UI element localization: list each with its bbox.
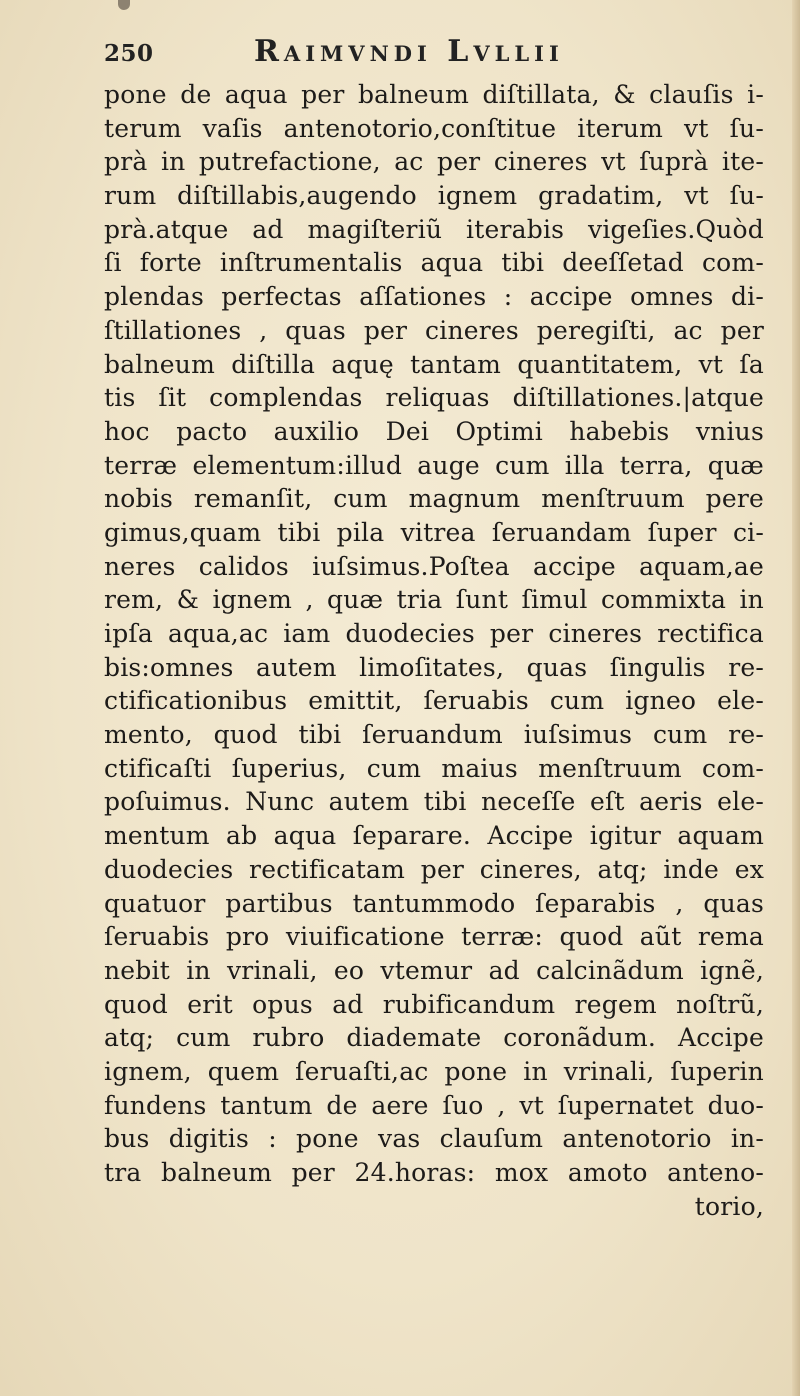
- body-text: [104, 78, 764, 1223]
- text-line: nobis remanſit, cum magnum menſtruum pere: [104, 484, 764, 514]
- text-line: hoc pacto auxilio Dei Optimi habebis vnius: [104, 416, 764, 446]
- ink-mark: [118, 0, 130, 10]
- text-line: ſeruabis pro viuificatione terræ: quod aũt rema: [104, 922, 764, 952]
- running-head: Raimvndi Lvllii: [254, 34, 564, 69]
- text-line: atq; cum rubro diademate coronãdum. Accipe: [104, 1023, 764, 1053]
- text-line: nebit in vrinali, eo vtemur ad calcinãdum ignẽ,: [104, 955, 764, 985]
- text-line: rum diſtillabis,augendo ignem gradatim, vt ſu-: [104, 181, 764, 211]
- text-line: neres calidos iuſsimus.Poſtea accipe aquam,ae: [104, 551, 764, 581]
- text-line: rem, & ignem , quæ tria ſunt ſimul commixta in: [104, 585, 764, 615]
- text-line: bis:omnes autem limoſitates, quas ſingulis re-: [104, 652, 764, 682]
- text-line: balneum diſtilla aquę tantam quantitatem, vt ſa: [104, 349, 764, 379]
- text-line: prà.atque ad magiſteriũ iterabis vigeſies.Quòd: [104, 214, 764, 244]
- text-line: ignem, quem ſeruaſti,ac pone in vrinali, ſuperin: [104, 1056, 764, 1086]
- text-line: gimus,quam tibi pila vitrea ſeruandam ſuper ci-: [104, 517, 764, 547]
- text-line: ctificaſti ſuperius, cum maius menſtruum com-: [104, 753, 764, 783]
- text-line: prà in putrefactione, ac per cineres vt ſuprà ite-: [104, 147, 764, 177]
- text-line: ſi forte inſtrumentalis aqua tibi deeſſetad com-: [104, 248, 764, 278]
- page-number: 250: [104, 40, 154, 67]
- text-line: poſuimus. Nunc autem tibi neceſſe eſt aeris ele-: [104, 787, 764, 817]
- text-line: mentum ab aqua ſeparare. Accipe igitur aquam: [104, 821, 764, 851]
- text-line: terum vaſis antenotorio,conſtitue iterum vt ſu-: [104, 113, 764, 143]
- text-line: pone de aqua per balneum diſtillata, & clauſis i-: [104, 80, 764, 109]
- text-line: mento, quod tibi ſeruandum iuſsimus cum re-: [104, 720, 764, 750]
- page-header: [104, 34, 664, 78]
- page-edge: [792, 0, 800, 1396]
- text-line: bus digitis : pone vas clauſum antenotorio in-: [104, 1124, 764, 1154]
- text-line: terræ elementum:illud auge cum illa terra, quæ: [104, 450, 764, 480]
- text-line: ipſa aqua,ac iam duodecies per cineres rectifica: [104, 619, 764, 648]
- text-line: tis ſit complendas reliquas diſtillationes.|atque: [104, 383, 764, 413]
- text-line: quatuor partibus tantummodo ſeparabis , quas: [104, 888, 764, 918]
- text-line: quod erit opus ad rubificandum regem noſtrũ,: [104, 989, 764, 1019]
- text-line: ctificationibus emittit, ſeruabis cum igneo ele-: [104, 686, 764, 716]
- catchword: torio,: [694, 1191, 764, 1221]
- text-line: plendas perfectas aſſationes : accipe omnes di-: [104, 282, 764, 312]
- text-line: tra balneum per 24.horas: mox amoto anteno-: [104, 1158, 764, 1187]
- text-line: fundens tantum de aere ſuo , vt ſupernatet duo-: [104, 1090, 764, 1120]
- text-line: duodecies rectificatam per cineres, atq; inde ex: [104, 854, 764, 884]
- text-line: ſtillationes , quas per cineres peregiſti, ac per: [104, 315, 764, 345]
